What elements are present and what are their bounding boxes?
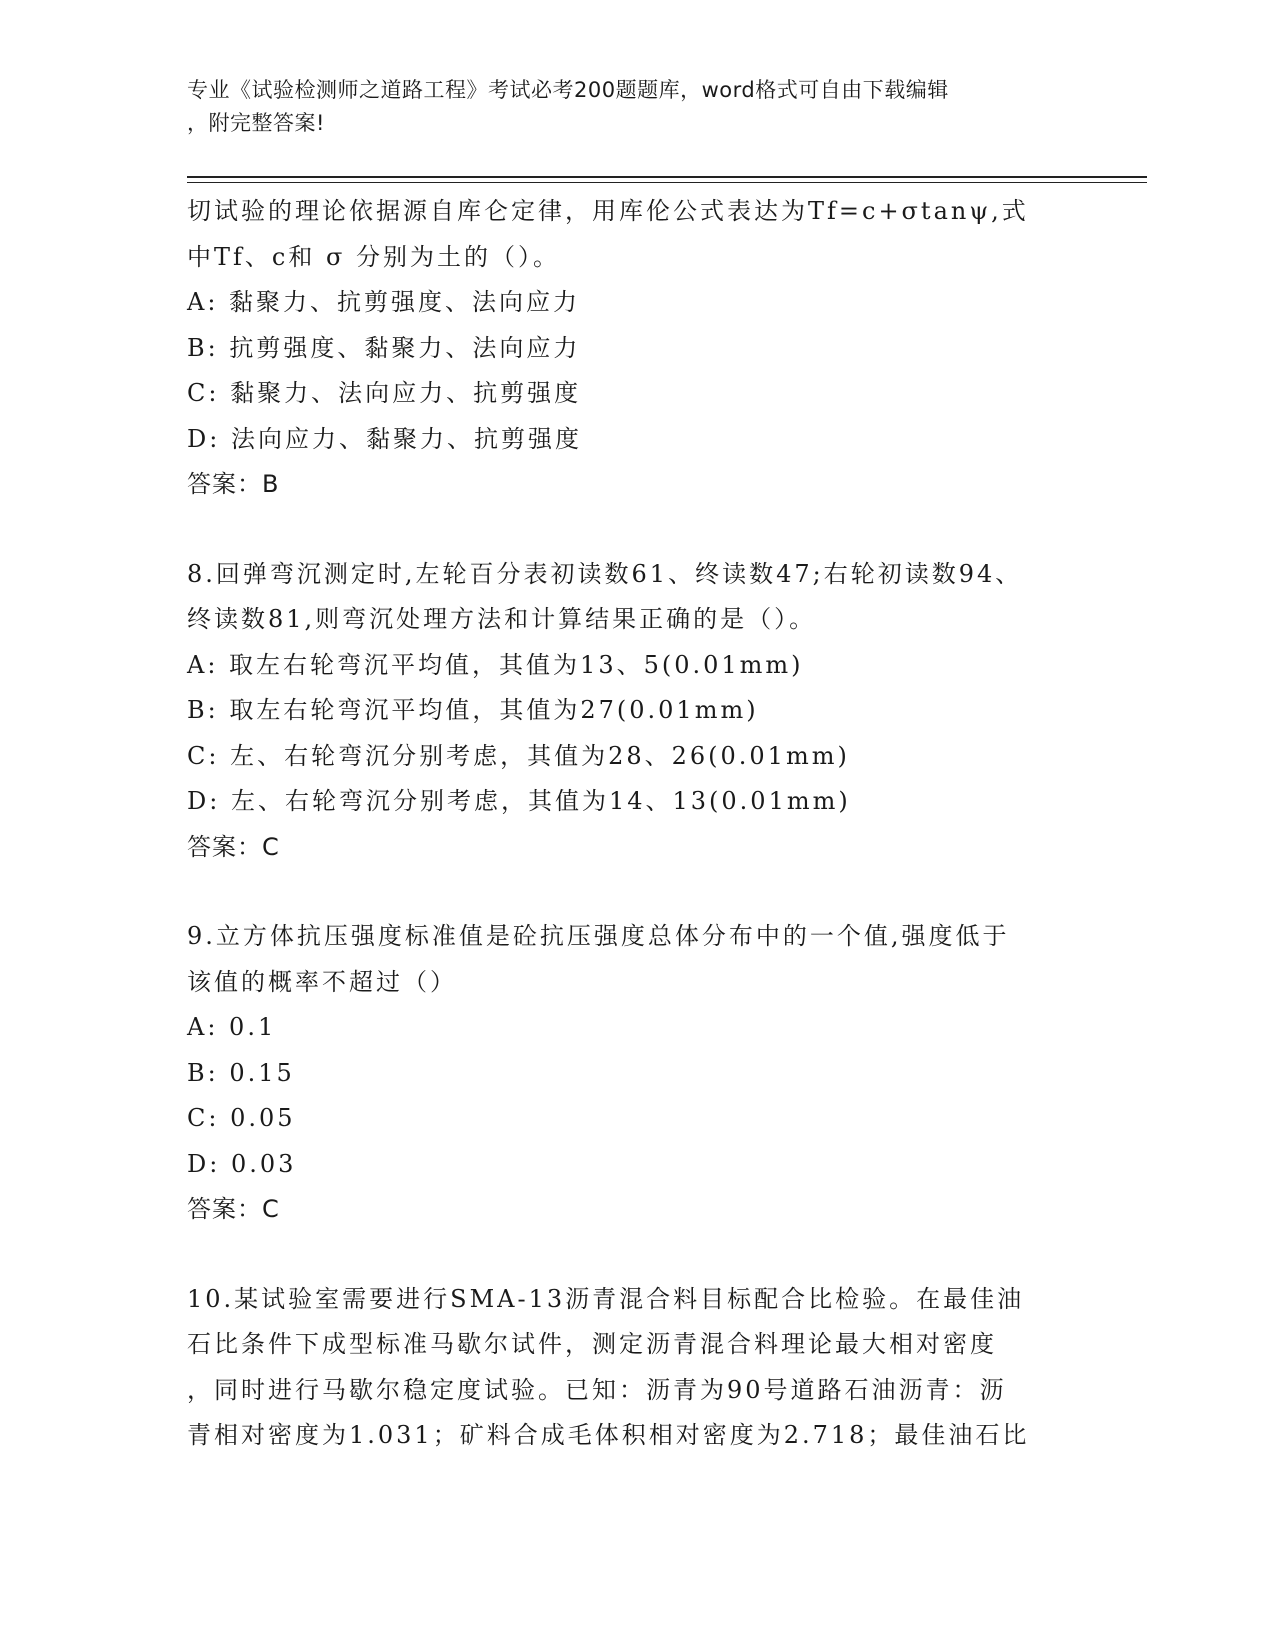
option-d: D: 0.03 — [187, 1149, 297, 1178]
question-stem: 中Tf、c和 σ 分别为土的（）。 — [187, 242, 560, 271]
option-c: C: 左、右轮弯沉分别考虑，其值为28、26(0.01mm) — [187, 741, 850, 770]
option-b: B: 取左右轮弯沉平均值，其值为27(0.01mm) — [187, 696, 759, 724]
header-divider-thin — [187, 182, 1147, 183]
question-10 — [187, 1277, 1087, 1459]
option-c: C: 0.05 — [187, 1104, 296, 1132]
question-stem: 9.立方体抗压强度标准值是砼抗压强度总体分布中的一个值,强度低于 — [187, 922, 1010, 950]
header-line-1: 专业《试验检测师之道路工程》考试必考200题题库，word格式可自由下载编辑 — [187, 78, 949, 102]
question-stem: 10.某试验室需要进行SMA-13沥青混合料目标配合比检验。在最佳油 — [187, 1284, 1025, 1313]
option-a: A: 黏聚力、抗剪强度、法向应力 — [187, 288, 581, 316]
question-stem: ，同时进行马歇尔稳定度试验。已知：沥青为90号道路石油沥青：沥 — [187, 1375, 1007, 1404]
option-a: A: 取左右轮弯沉平均值，其值为13、5(0.01mm) — [187, 650, 804, 679]
header-line-2: ，附完整答案! — [187, 111, 325, 135]
answer-line: 答案：B — [187, 470, 280, 498]
answer-line: 答案：C — [187, 832, 280, 861]
question-content — [187, 189, 1087, 1459]
option-b: B: 0.15 — [187, 1058, 295, 1087]
option-b: B: 抗剪强度、黏聚力、法向应力 — [187, 333, 581, 362]
question-7 — [187, 189, 1087, 508]
question-8 — [187, 552, 1087, 871]
option-c: C: 黏聚力、法向应力、抗剪强度 — [187, 379, 582, 407]
question-stem: 青相对密度为1.031；矿料合成毛体积相对密度为2.718；最佳油石比 — [187, 1421, 1030, 1449]
question-stem: 石比条件下成型标准马歇尔试件，测定沥青混合料理论最大相对密度 — [187, 1330, 997, 1358]
question-stem: 终读数81,则弯沉处理方法和计算结果正确的是（）。 — [187, 605, 817, 633]
option-d: D: 左、右轮弯沉分别考虑，其值为14、13(0.01mm) — [187, 787, 851, 815]
question-9 — [187, 914, 1087, 1233]
question-stem: 切试验的理论依据源自库仑定律，用库伦公式表达为Tf=c+σtanψ,式 — [187, 197, 1029, 225]
option-a: A: 0.1 — [187, 1013, 277, 1041]
document-header — [187, 74, 1067, 140]
question-stem: 该值的概率不超过（） — [187, 967, 457, 996]
header-divider-thick — [187, 176, 1147, 178]
question-stem: 8.回弹弯沉测定时,左轮百分表初读数61、终读数47;右轮初读数94、 — [187, 559, 1023, 588]
answer-line: 答案：C — [187, 1195, 280, 1223]
option-d: D: 法向应力、黏聚力、抗剪强度 — [187, 424, 582, 453]
